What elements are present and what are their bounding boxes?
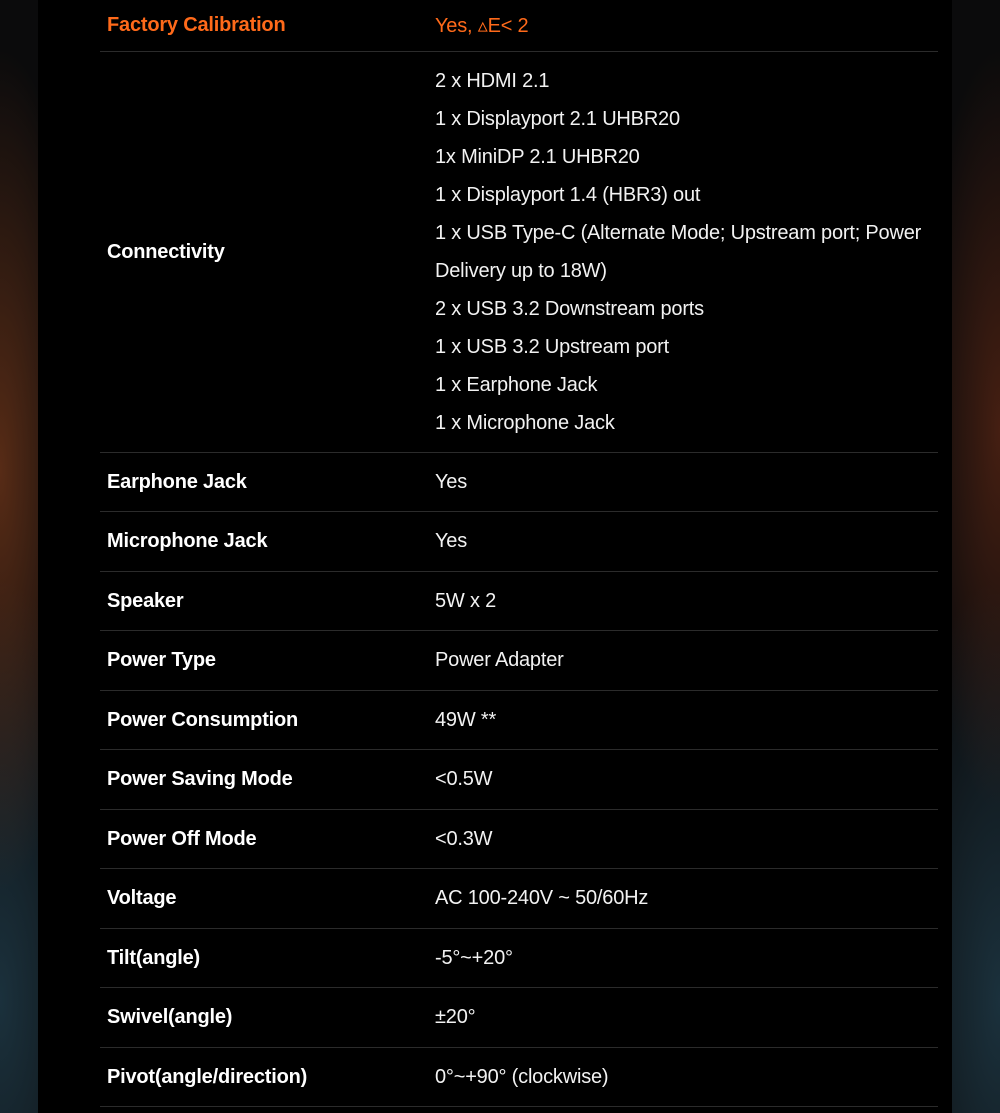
spec-label: Swivel(angle) bbox=[107, 1006, 233, 1028]
spec-row-earphone-jack bbox=[100, 453, 938, 512]
spec-value: AC 100-240V ~ 50/60Hz bbox=[435, 887, 649, 909]
list-item: 1 x Displayport 2.1 UHBR20 bbox=[435, 108, 680, 130]
list-item: 1 x USB 3.2 Upstream port bbox=[435, 336, 669, 358]
spec-row-connectivity bbox=[100, 52, 938, 453]
spec-label: Earphone Jack bbox=[107, 470, 247, 493]
spec-label: Connectivity bbox=[107, 240, 225, 263]
spec-label: Factory Calibration bbox=[107, 14, 286, 36]
spec-table bbox=[100, 0, 938, 1107]
spec-value: Yes bbox=[435, 530, 468, 552]
spec-label: Power Type bbox=[107, 649, 216, 671]
list-item: 1 x USB Type-C (Alternate Mode; Upstream port; Power bbox=[435, 222, 922, 244]
spec-label: Speaker bbox=[107, 589, 184, 612]
spec-label: Pivot(angle/direction) bbox=[107, 1065, 308, 1088]
spec-row-power-consumption bbox=[100, 691, 938, 750]
list-item: 1x MiniDP 2.1 UHBR20 bbox=[435, 146, 640, 168]
list-item: 2 x USB 3.2 Downstream ports bbox=[435, 298, 704, 320]
spec-value: <0.3W bbox=[435, 827, 493, 850]
spec-label: Power Off Mode bbox=[107, 827, 257, 850]
spec-row-pivot bbox=[100, 1048, 938, 1107]
spec-label: Power Saving Mode bbox=[107, 768, 293, 790]
spec-row-power-type bbox=[100, 631, 938, 691]
spec-value: -5°~+20° bbox=[435, 946, 513, 969]
spec-label: Voltage bbox=[107, 887, 177, 909]
spec-label: Power Consumption bbox=[107, 708, 299, 731]
spec-row-tilt bbox=[100, 929, 938, 988]
spec-row-swivel bbox=[100, 988, 938, 1048]
spec-value: <0.5W bbox=[435, 768, 493, 790]
spec-value: 0°~+90° (clockwise) bbox=[435, 1065, 609, 1088]
spec-label: Tilt(angle) bbox=[107, 946, 200, 969]
list-item: 1 x Microphone Jack bbox=[435, 412, 615, 434]
spec-row-power-off-mode bbox=[100, 810, 938, 869]
spec-value: Yes bbox=[435, 470, 468, 493]
spec-row-power-saving-mode bbox=[100, 750, 938, 810]
spec-value: 49W ** bbox=[435, 708, 497, 731]
spec-row-factory-calibration bbox=[100, 0, 938, 52]
spec-label: Microphone Jack bbox=[107, 530, 268, 552]
spec-value: Yes, ▵E< 2 bbox=[435, 15, 529, 37]
list-item: 1 x Earphone Jack bbox=[435, 374, 598, 396]
spec-row-voltage bbox=[100, 869, 938, 929]
spec-row-microphone-jack bbox=[100, 512, 938, 572]
spec-value: 5W x 2 bbox=[435, 589, 497, 612]
list-item: Delivery up to 18W) bbox=[435, 260, 607, 282]
list-item: 1 x Displayport 1.4 (HBR3) out bbox=[435, 184, 701, 206]
spec-value bbox=[435, 62, 938, 442]
spec-row-speaker bbox=[100, 572, 938, 631]
spec-value: Power Adapter bbox=[435, 649, 564, 671]
connectivity-list bbox=[435, 62, 938, 442]
list-item: 2 x HDMI 2.1 bbox=[435, 70, 550, 92]
spec-value: ±20° bbox=[435, 1006, 476, 1028]
